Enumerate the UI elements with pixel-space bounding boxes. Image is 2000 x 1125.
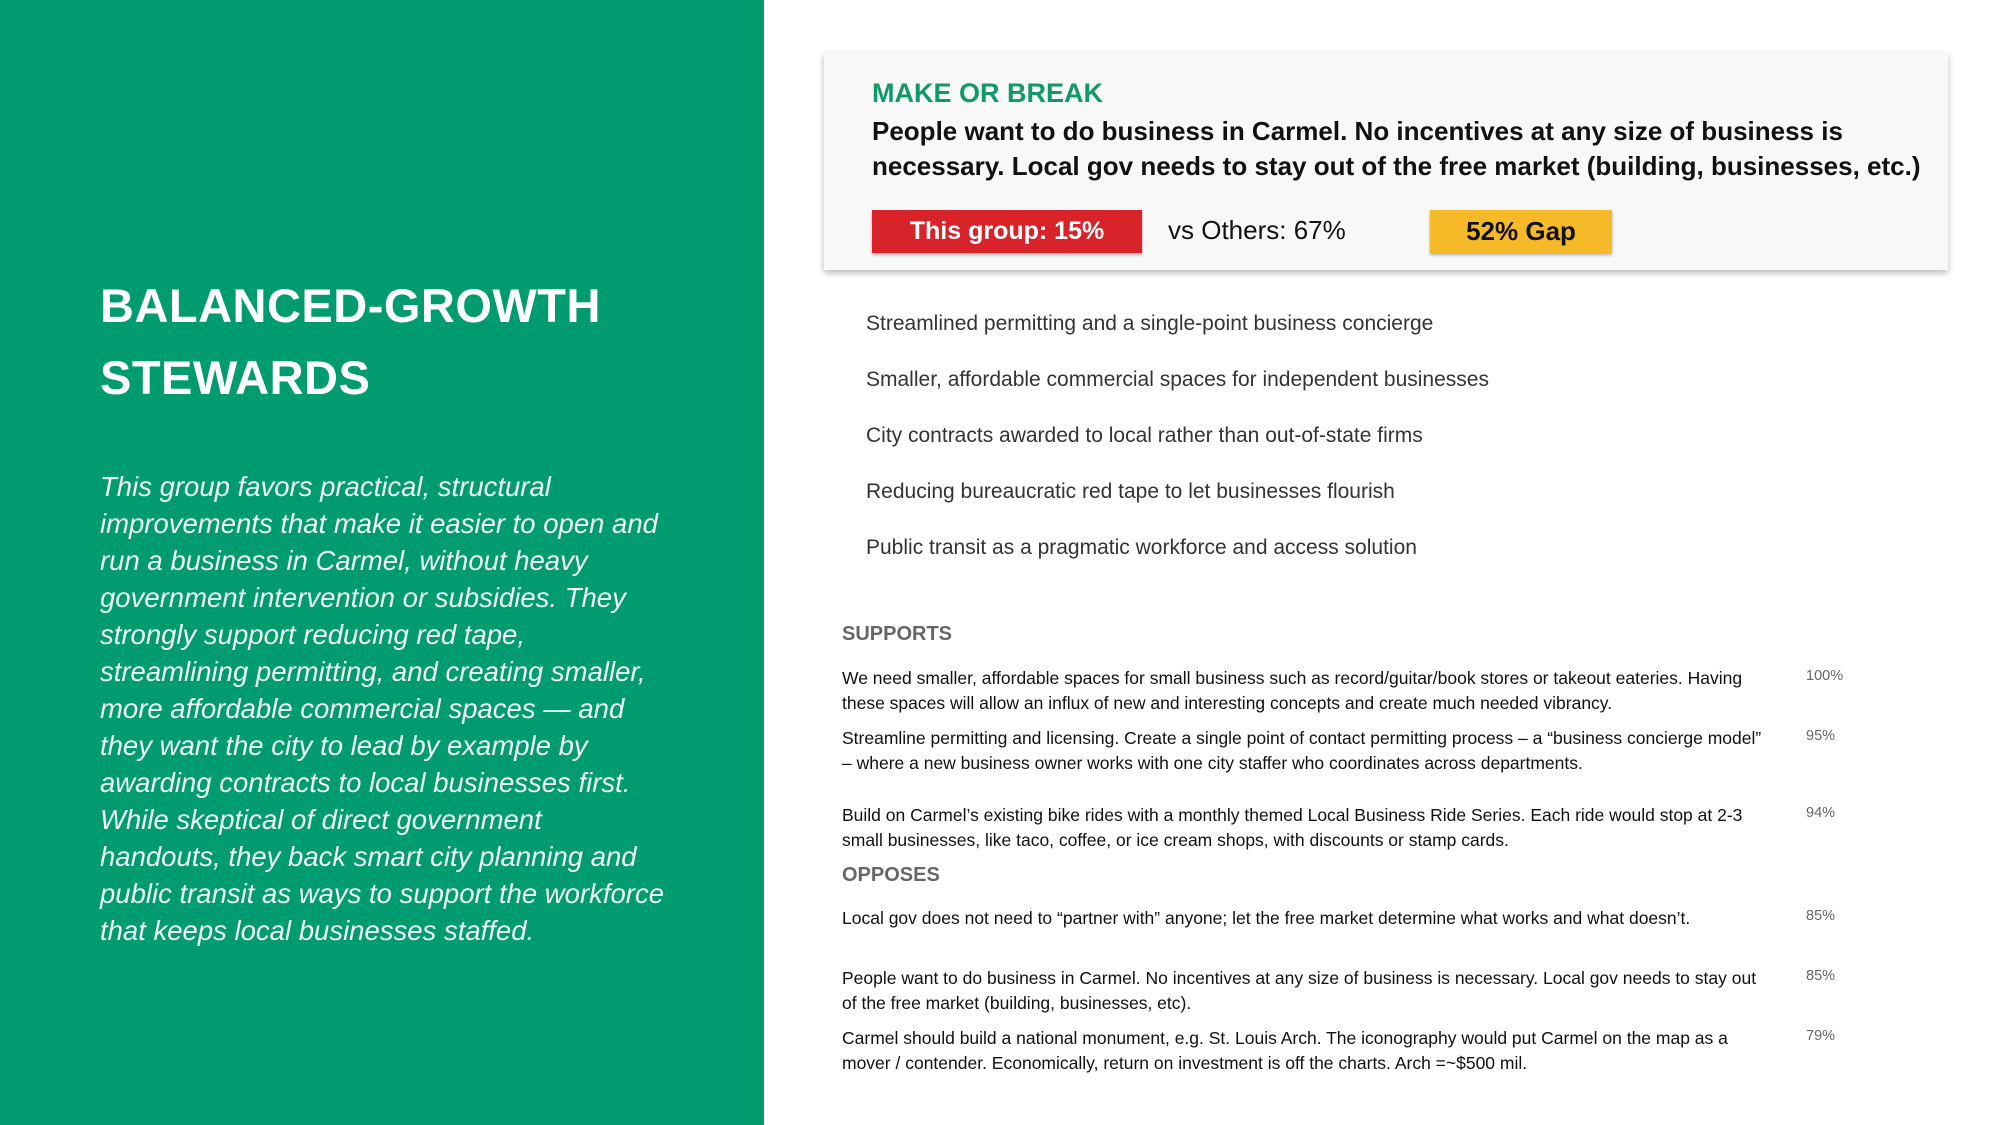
oppose-statement: Local gov does not need to “partner with” anyone; let the free market determine what works and what doesn’t.: [842, 908, 1691, 928]
theme-item: Public transit as a pragmatic workforce and access solution: [866, 536, 1417, 559]
oppose-percent: 79%: [1806, 1028, 1836, 1044]
segment-title-line2: STEWARDS: [100, 351, 371, 404]
make-or-break-label: MAKE OR BREAK: [872, 78, 1104, 108]
group-share-badge: This group: 15%: [872, 210, 1142, 253]
support-percent: 94%: [1806, 805, 1836, 821]
supports-heading: SUPPORTS: [842, 623, 953, 645]
support-statement: Streamline permitting and licensing. Create a single point of contact permitting process – a “business concierge model” – where a new business owner works with one city staffer who coordinates across departments.: [842, 728, 1762, 773]
theme-item: City contracts awarded to local rather than out-of-state firms: [866, 424, 1423, 447]
others-share-text: vs Others: 67%: [1168, 215, 1346, 245]
make-or-break-card: [824, 52, 1948, 270]
oppose-percent: 85%: [1806, 968, 1836, 984]
theme-item: Reducing bureaucratic red tape to let businesses flourish: [866, 480, 1395, 503]
support-statement: Build on Carmel’s existing bike rides with a monthly themed Local Business Ride Series. Each ride would stop at 2-3 small businesses, like taco, coffee, or ice cream shops, with discounts or stamp cards.: [842, 805, 1743, 850]
theme-list: [866, 306, 1866, 586]
theme-item: Smaller, affordable commercial spaces for independent businesses: [866, 368, 1489, 391]
theme-item: Streamlined permitting and a single-point business concierge: [866, 312, 1434, 335]
support-percent: 95%: [1806, 728, 1836, 744]
segment-title: [100, 270, 720, 414]
segment-description: This group favors practical, structural improvements that make it easier to open and run a business in Carmel, without heavy government intervention or subsidies. They strongly support reducing red tape, streamlining permitting, and creating smaller, more affordable commercial spaces — and they want the city to lead by example by awarding contracts to local businesses first. While skeptical of direct government handouts, they back smart city planning and public transit as ways to support the workforce that keeps local businesses staffed.: [100, 471, 665, 946]
oppose-statement: People want to do business in Carmel. No incentives at any size of business is necessary. Local gov needs to stay out of the free market (building, businesses, etc).: [842, 968, 1757, 1013]
segment-title-line1: BALANCED-GROWTH: [100, 279, 601, 332]
support-statement: We need smaller, affordable spaces for small business such as record/guitar/book stores or takeout eateries. Having these spaces will allow an influx of new and interesting concepts and create much needed vibrancy.: [842, 668, 1743, 713]
gap-badge: 52% Gap: [1430, 210, 1612, 253]
oppose-percent: 85%: [1806, 908, 1836, 924]
support-percent: 100%: [1806, 668, 1844, 684]
oppose-statement: Carmel should build a national monument, e.g. St. Louis Arch. The iconography would put Carmel on the map as a mover / contender. Economically, return on investment is off the charts. Arch =~$500 mil.: [842, 1028, 1728, 1073]
opposes-heading: OPPOSES: [842, 864, 940, 886]
segment-panel: [0, 0, 764, 1125]
make-or-break-statement: People want to do business in Carmel. No incentives at any size of business is necessary. Local gov needs to stay out of the free market (building, businesses, etc.): [872, 116, 1921, 181]
